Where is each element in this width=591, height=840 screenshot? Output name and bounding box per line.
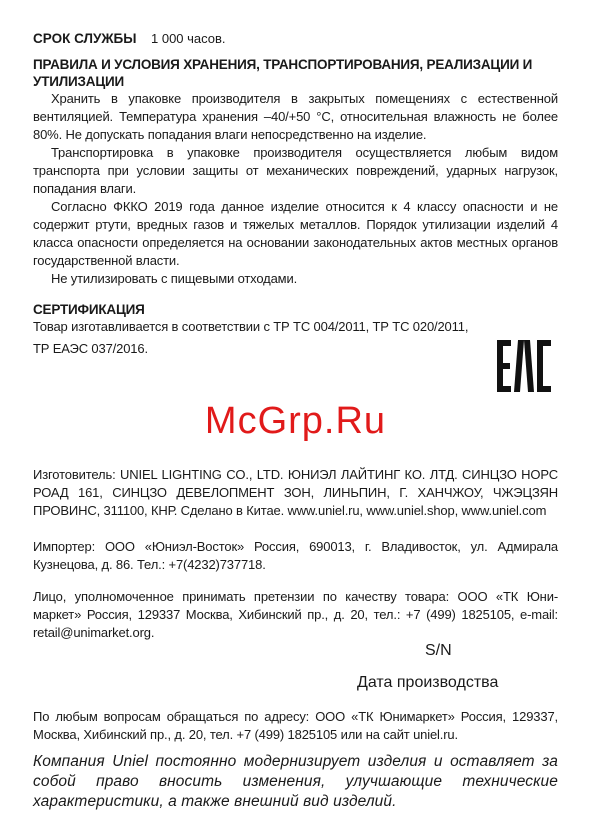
importer-block (33, 538, 558, 574)
certification-line-2: ТР ЕАЭС 037/2016. (33, 341, 148, 356)
storage-section (33, 56, 558, 288)
food-waste-paragraph: Не утилизировать с пищевыми отходами. (51, 271, 298, 286)
production-date-label: Дата производства (357, 674, 499, 691)
importer-text: Импортер: ООО «Юниэл-Восток» Россия, 690013, г. Владивосток, ул. Адмирала Кузнецова, д. 86. Тел.: +7(4232)737718. (33, 539, 558, 572)
representative-block (33, 588, 558, 642)
transport-paragraph: Транспортировка в упаковке производителя осуществляется любым видом транспорта при условии защиты от механических повреждений, ударных нагрузок, попадания влаги. (33, 145, 558, 196)
storage-paragraph: Хранить в упаковке производителя в закрытых помещениях с естественной вентиляцией. Температура хранения –40/+50 °С, относительная влажность не более 80%. Не допускать попадания влаги непосредственно на изделие. (33, 91, 558, 142)
manufacturer-block (33, 466, 558, 520)
disclaimer-text: Компания Uniel постоянно модернизирует изделия и оставляет за собой право вносить изменения, улучшающие технические характеристики, а также внешний вид изделий. (33, 753, 558, 810)
certification-heading: СЕРТИФИКАЦИЯ (33, 302, 145, 317)
disclaimer-block (33, 752, 558, 812)
disposal-paragraph: Согласно ФККО 2019 года данное изделие относится к 4 классу опасности и не содержит ртути, вредных газов и тяжелых металлов. Порядок утилизации изделий 4 класса опасности определяется на основании законодательных актов местных органов государственной власти. (33, 199, 558, 268)
serial-number-label: S/N (425, 642, 452, 659)
document-page (33, 0, 558, 840)
storage-heading-line-2: УТИЛИЗАЦИИ (33, 74, 124, 89)
contact-block (33, 708, 558, 744)
service-life-value: 1 000 часов. (151, 31, 226, 46)
certification-line-1: Товар изготавливается в соответствии с ТР ТС 004/2011, ТР ТС 020/2011, (33, 319, 469, 334)
manufacturer-text: Изготовитель: UNIEL LIGHTING CO., LTD. ЮНИЭЛ ЛАЙТИНГ КО. ЛТД. СИНЦЗО НОРС РОАД 161, СИНЦЗО ДЕВЕЛОПМЕНТ ЗОН, ЛИНЬПИН, Г. ХАНЧЖОУ, ЧЖЭЦЗЯН ПРОВИНС, 311100, КНР. Сделано в Китае. www.uniel.ru, www.uniel.shop, www.uniel.com (33, 467, 558, 518)
representative-text: Лицо, уполномоченное принимать претензии по качеству товара: ООО «ТК Юни-маркет» Россия, 129337 Москва, Хибинский пр., д. 20, тел.: +7 (499) 1825105, e-mail: retail@unimarket.org. (33, 589, 558, 640)
service-life-row (33, 30, 558, 48)
storage-heading-line-1: ПРАВИЛА И УСЛОВИЯ ХРАНЕНИЯ, ТРАНСПОРТИРОВАНИЯ, РЕАЛИЗАЦИИ И (33, 57, 533, 72)
certification-section (33, 301, 558, 358)
watermark-text: McGrp.Ru (204, 400, 387, 442)
eac-mark-icon (495, 336, 553, 394)
service-life-label: СРОК СЛУЖБЫ (33, 31, 137, 46)
contact-text: По любым вопросам обращаться по адресу: ООО «ТК Юнимаркет» Россия, 129337, Москва, Хибинский пр., д. 20, тел. +7 (499) 1825105 или на сайт uniel.ru. (33, 709, 558, 742)
